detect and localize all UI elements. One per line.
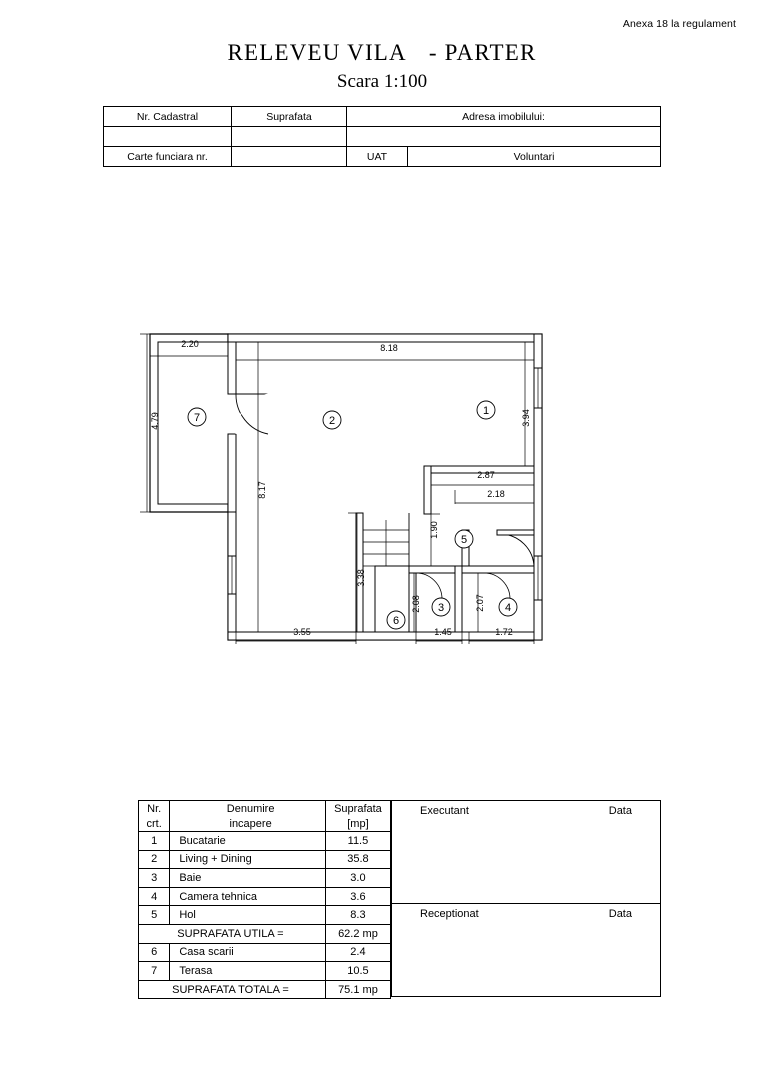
- cadastral-number-header: Nr. Cadastral: [104, 107, 232, 127]
- usable-area-value: 62.2 mp: [325, 924, 390, 943]
- receptionat-header-cell: [392, 904, 661, 997]
- table-row: [104, 127, 661, 147]
- room-number: 3: [139, 869, 170, 888]
- room-marker-label: 6: [392, 615, 400, 627]
- room-marker-label: 5: [460, 534, 468, 546]
- dimension-label: 3.94: [521, 409, 531, 427]
- room-area: 3.6: [325, 887, 390, 906]
- room-number: 5: [139, 906, 170, 925]
- rooms-table: [138, 800, 391, 999]
- executant-label: Executant: [420, 805, 469, 817]
- dimension-label: 2.20: [181, 339, 199, 349]
- room-marker-label: 4: [504, 602, 512, 614]
- table-row: [139, 924, 391, 943]
- usable-area-label: SUPRAFATA UTILA =: [139, 924, 326, 943]
- room-number: 2: [139, 850, 170, 869]
- dimension-label: 1.45: [434, 627, 452, 637]
- dimension-label: 4.79: [150, 412, 160, 430]
- room-area: 3.0: [325, 869, 390, 888]
- room-marker-label: 2: [328, 415, 336, 427]
- table-row: [139, 962, 391, 981]
- room-name: Bucatarie: [170, 832, 326, 851]
- col-header-name-1: Denumire: [170, 801, 326, 817]
- scale-label: Scara 1:100: [336, 71, 428, 92]
- room-name: Hol: [170, 906, 326, 925]
- room-area: 35.8: [325, 850, 390, 869]
- table-row: [139, 832, 391, 851]
- dimension-label: 1.90: [429, 521, 439, 539]
- col-header-area-1: Suprafata: [325, 801, 390, 817]
- dimension-label: 2.07: [475, 594, 485, 612]
- table-row: [104, 107, 661, 127]
- dimension-label: 8.17: [257, 481, 267, 499]
- room-number: 4: [139, 887, 170, 906]
- room-name: Living + Dining: [170, 850, 326, 869]
- address-header: Adresa imobilului:: [347, 107, 661, 127]
- dimension-label: 8.18: [380, 343, 398, 353]
- room-area: 10.5: [325, 962, 390, 981]
- executant-table: [391, 800, 661, 997]
- table-row: [104, 147, 661, 167]
- table-row: [139, 850, 391, 869]
- floor-plan-drawing: [0, 300, 764, 700]
- surface-value: [232, 127, 347, 147]
- land-book-label: Carte funciara nr.: [104, 147, 232, 167]
- col-header-nr-1: Nr.: [139, 801, 170, 817]
- room-number: 1: [139, 832, 170, 851]
- table-row: [392, 801, 661, 904]
- room-name: Baie: [170, 869, 326, 888]
- receptionat-date-label: Data: [608, 908, 632, 920]
- page-title: [0, 40, 764, 66]
- table-row: [139, 906, 391, 925]
- cadastral-table: [103, 106, 661, 167]
- address-value: [347, 127, 661, 147]
- room-number: 6: [139, 943, 170, 962]
- executant-header-cell: [392, 801, 661, 904]
- table-row: [139, 943, 391, 962]
- room-number: 7: [139, 962, 170, 981]
- cadastral-number-value: [104, 127, 232, 147]
- room-marker-label: 7: [193, 412, 201, 424]
- dimension-label: 2.08: [411, 595, 421, 613]
- executant-date-label: Data: [608, 805, 632, 817]
- table-row: [139, 869, 391, 888]
- total-area-label: SUPRAFATA TOTALA =: [139, 980, 326, 999]
- dimension-label: 2.87: [477, 470, 495, 480]
- room-marker-label: 3: [437, 602, 445, 614]
- annex-reference: Anexa 18 la regulament: [622, 18, 736, 30]
- page-title-left: RELEVEU VILA: [227, 40, 407, 65]
- room-name: Terasa: [170, 962, 326, 981]
- receptionat-label: Receptionat: [420, 908, 479, 920]
- col-header-name-2: incapere: [170, 816, 326, 832]
- land-book-value: [232, 147, 347, 167]
- room-name: Camera tehnica: [170, 887, 326, 906]
- uat-label: UAT: [347, 147, 408, 167]
- surface-header: Suprafata: [232, 107, 347, 127]
- room-name: Casa scarii: [170, 943, 326, 962]
- room-area: 11.5: [325, 832, 390, 851]
- dimension-label: 3.38: [356, 569, 366, 587]
- uat-value: Voluntari: [408, 147, 661, 167]
- room-area: 2.4: [325, 943, 390, 962]
- table-row: [139, 980, 391, 999]
- room-marker-label: 1: [482, 405, 490, 417]
- dimension-label: 3.55: [293, 627, 311, 637]
- page-title-right: - PARTER: [428, 40, 537, 65]
- table-row: [392, 904, 661, 997]
- table-header-row: [139, 801, 391, 817]
- dimension-label: 2.18: [487, 489, 505, 499]
- room-area: 8.3: [325, 906, 390, 925]
- col-header-nr-2: crt.: [139, 816, 170, 832]
- col-header-area-2: [mp]: [325, 816, 390, 832]
- total-area-value: 75.1 mp: [325, 980, 390, 999]
- dimension-label: 1.72: [495, 627, 513, 637]
- table-row: [139, 887, 391, 906]
- table-header-row: [139, 816, 391, 832]
